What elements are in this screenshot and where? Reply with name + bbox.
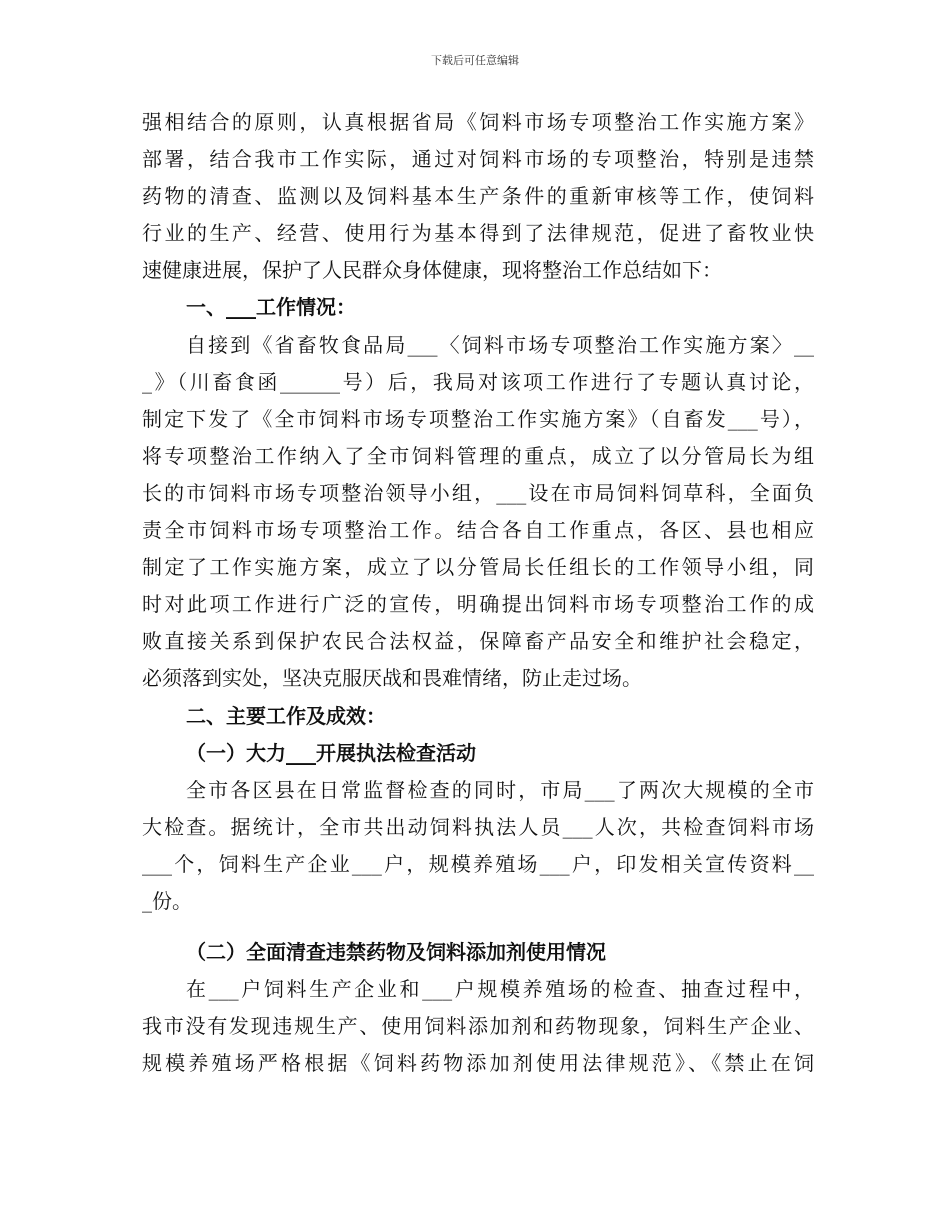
text-line: （一）大力___开展执法检查活动 [186, 740, 476, 765]
text-line: 败直接关系到保护农民合法权益，保障畜产品安全和维护社会稳定， [142, 629, 814, 654]
text-line: 规模养殖场严格根据《饲料药物添加剂使用法律规范》、《禁止在饲 [142, 1051, 814, 1076]
text-line: 大检查。据统计，全市共出动饲料执法人员___人次，共检查饲料市场 [142, 814, 814, 839]
text-line: 制定下发了《全市饲料市场专项整治工作实施方案》（自畜发___号）， [142, 406, 814, 431]
paragraph [142, 971, 814, 1082]
text-line: 在___户饲料生产企业和___户规模养殖场的检查、抽查过程中， [186, 977, 814, 1002]
paragraph [142, 772, 814, 920]
text-line: 强相结合的原则，认真根据省局《饲料市场专项整治工作实施方案》 [142, 110, 814, 134]
section-heading [142, 735, 814, 772]
paragraph [142, 104, 814, 289]
text-line: 一、___工作情况： [186, 295, 356, 320]
text-line: 二、主要工作及成效： [186, 703, 386, 728]
text-line: _》（川畜食函______号）后，我局对该项工作进行了专题认真讨论， [142, 369, 814, 394]
text-line: ___个，饲料生产企业___户，规模养殖场___户，印发相关宣传资料__ [142, 851, 814, 876]
document-body [142, 104, 814, 1082]
text-line: 责全市饲料市场专项整治工作。结合各自工作重点，各区、县也相应 [142, 518, 814, 543]
text-line: 长的市饲料市场专项整治领导小组，___设在市局饲料饲草科，全面负 [142, 480, 814, 505]
text-line: _份。 [142, 888, 192, 913]
text-line: 速健康进展，保护了人民群众身体健康，现将整治工作总结如下： [142, 258, 722, 283]
text-line: 制定了工作实施方案，成立了以分管局长任组长的工作领导小组，同 [142, 555, 814, 580]
paragraph [142, 327, 814, 698]
section-heading [142, 698, 814, 735]
page-header: 下载后可任意编辑 [431, 54, 519, 67]
text-line: （二）全面清查违禁药物及饲料添加剂使用情况 [186, 940, 606, 965]
text-line: 部署，结合我市工作实际，通过对饲料市场的专项整治，特别是违禁 [142, 147, 814, 172]
text-line: 行业的生产、经营、使用行为基本得到了法律规范，促进了畜牧业快 [142, 221, 814, 246]
section-heading [142, 934, 814, 971]
text-line: 药物的清查、监测以及饲料基本生产条件的重新审核等工作，使饲料 [142, 184, 814, 209]
text-line: 时对此项工作进行广泛的宣传，明确提出饲料市场专项整治工作的成 [142, 592, 814, 617]
text-line: 将专项整治工作纳入了全市饲料管理的重点，成立了以分管局长为组 [142, 443, 814, 468]
text-line: 我市没有发现违规生产、使用饲料添加剂和药物现象，饲料生产企业、 [142, 1014, 814, 1039]
text-line: 自接到《省畜牧食品局___〈饲料市场专项整治工作实施方案〉__ [186, 332, 814, 357]
section-heading [142, 289, 814, 326]
text-line: 必须落到实处，坚决克服厌战和畏难情绪，防止走过场。 [142, 666, 642, 691]
text-line: 全市各区县在日常监督检查的同时，市局___了两次大规模的全市 [186, 777, 814, 802]
